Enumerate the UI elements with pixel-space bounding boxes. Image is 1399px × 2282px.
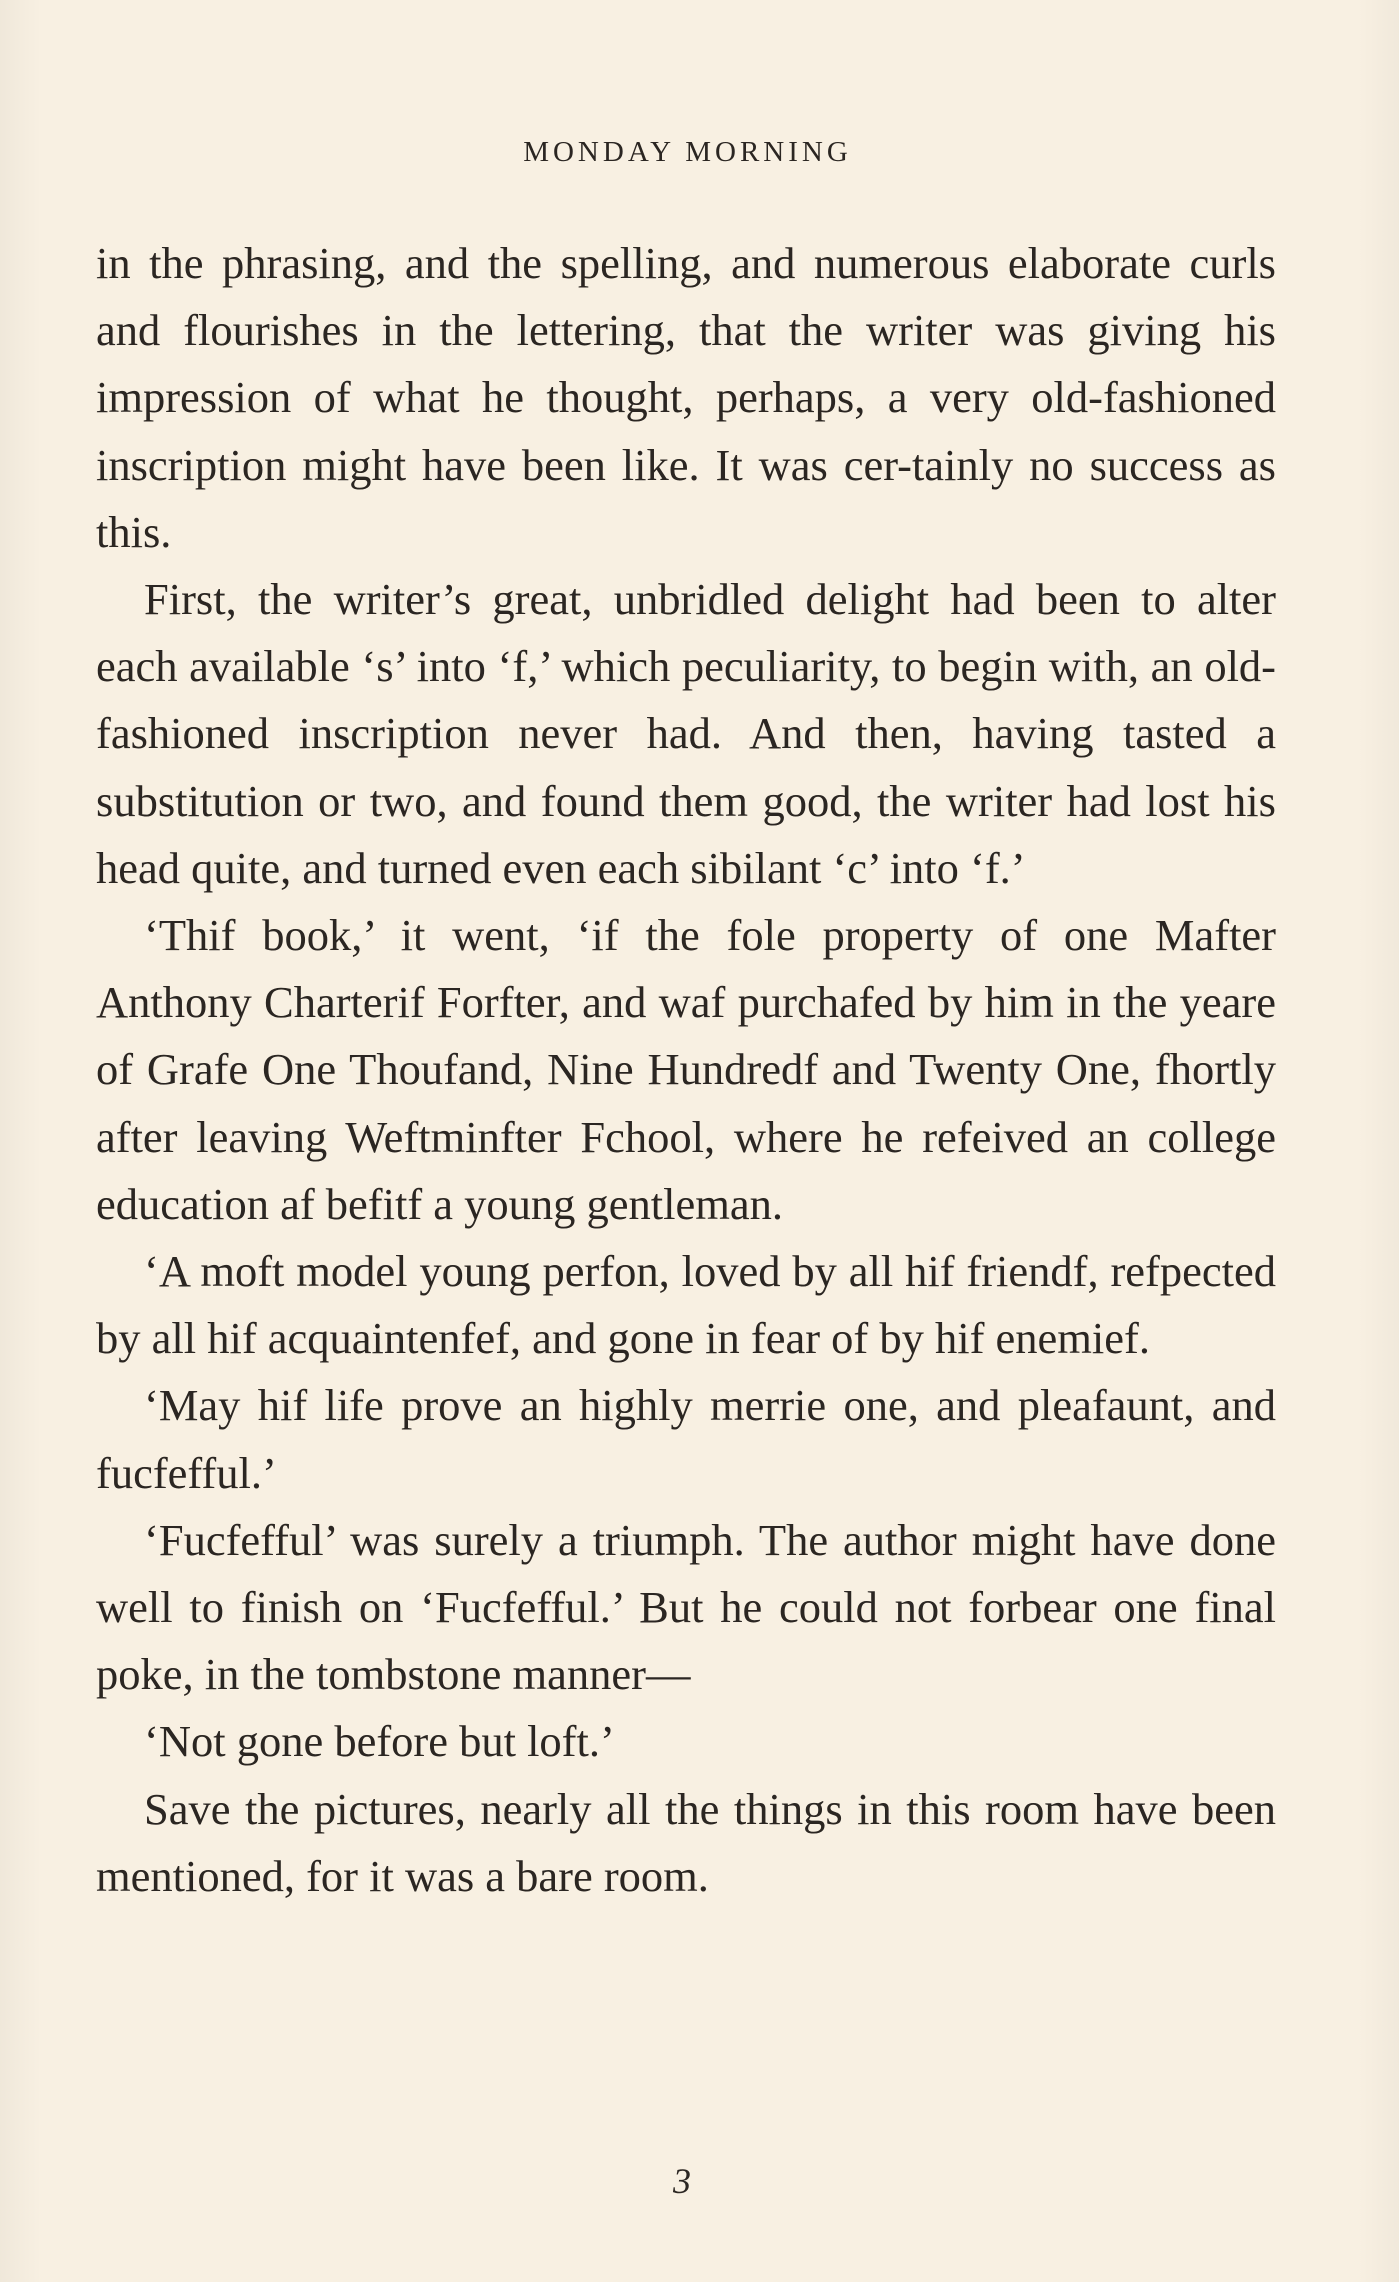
paragraph-8: Save the pictures, nearly all the things in this room have been mentioned, for it was a bare room. [96,1783,1276,1901]
page-number: 3 [673,2161,691,2201]
running-head: MONDAY MORNING [523,136,852,168]
paragraph-3: ‘Thif book,’ it went, ‘if the fole property of one Mafter Anthony Charterif Forfter, and waf purchafed by him in the yeare of Grafe One Thoufand, Nine Hundredf and Twenty One, fhortly after leaving Weftminfter Fchool, where he refeived an college education af befitf a young gentleman. [96,910,1276,1229]
paragraph-5: ‘May hif life prove an highly merrie one, and pleafaunt, and fucfefful.’ [96,1380,1276,1498]
paragraph-1: in the phrasing, and the spelling, and numerous elaborate curls and flourishes in the lettering, that the writer was giving his impression of what he thought, perhaps, a very old-fashioned inscription might have been like. It was cer-tainly no success as this. [96,238,1276,557]
paragraph-6: ‘Fucfefful’ was surely a triumph. The author might have done well to finish on ‘Fucfefful.’ But he could not forbear one final poke, in the tombstone manner— [96,1514,1276,1700]
paragraph-2: First, the writer’s great, unbridled delight had been to alter each available ‘s’ into ‘f,’ which peculiarity, to begin with, an old-fashioned inscription never had. And then, having tasted a substitution or two, and found them good, the writer had lost his head quite, and turned even each sibilant ‘c’ into ‘f.’ [96,574,1276,893]
paragraph-4: ‘A moft model young perfon, loved by all hif friendf, refpected by all hif acquaintenfef, and gone in fear of by hif enemief. [96,1246,1276,1364]
body-text [96,230,1276,1910]
paragraph-7: ‘Not gone before but loft.’ [144,1716,615,1767]
